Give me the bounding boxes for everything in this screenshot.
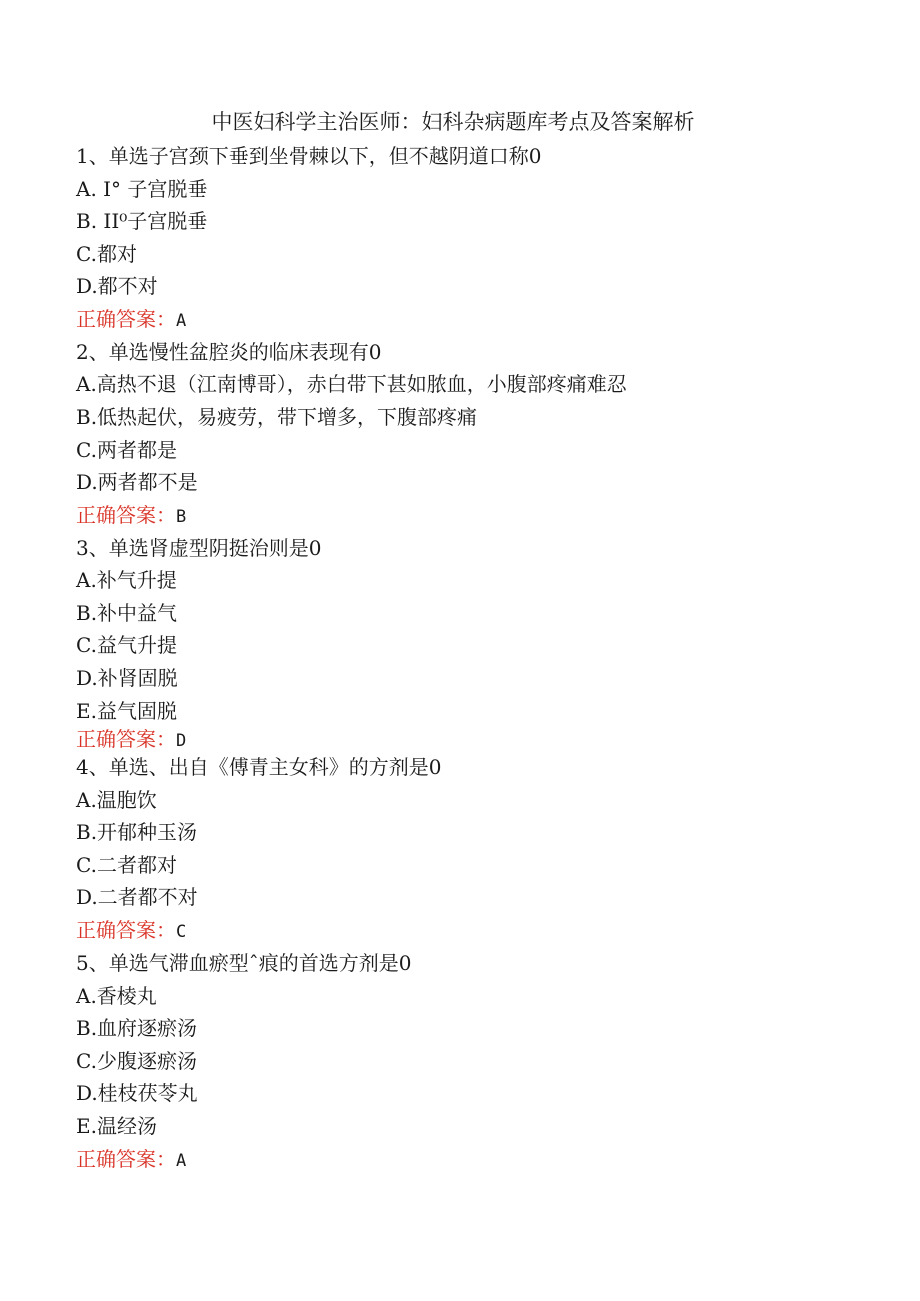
question-stem-2: 2、单选慢性盆腔炎的临床表现有0 bbox=[76, 340, 382, 364]
answer-value: D bbox=[176, 731, 187, 751]
question-1-answer bbox=[76, 305, 186, 335]
question-4-option-c: C.二者都对 bbox=[76, 853, 177, 877]
answer-label: 正确答案： bbox=[76, 503, 176, 527]
question-stem-5: 5、单选气滞血瘀型ˆ痕的首选方剂是0 bbox=[76, 951, 412, 975]
answer-value: B bbox=[176, 507, 187, 527]
question-2-answer bbox=[76, 501, 186, 531]
question-5-option-d: D.桂枝茯苓丸 bbox=[76, 1081, 198, 1105]
question-3-option-c: C.益气升提 bbox=[76, 633, 177, 657]
answer-label: 正确答案： bbox=[76, 727, 176, 751]
question-5-option-e: E.温经汤 bbox=[76, 1114, 157, 1138]
question-5-option-a: A.香棱丸 bbox=[76, 984, 157, 1008]
question-3-option-d: D.补肾固脱 bbox=[76, 666, 178, 690]
answer-value: A bbox=[176, 311, 187, 331]
question-1-option-c: C.都对 bbox=[76, 242, 137, 266]
question-3-option-e: E.益气固脱 bbox=[76, 699, 177, 723]
answer-label: 正确答案： bbox=[76, 1147, 176, 1171]
answer-label: 正确答案： bbox=[76, 918, 176, 942]
question-3-option-b: B.补中益气 bbox=[76, 601, 178, 625]
question-1-option-a: A. I° 子宫脱垂 bbox=[76, 177, 208, 201]
question-4-option-d: D.二者都不对 bbox=[76, 885, 198, 909]
question-3-answer bbox=[76, 725, 186, 755]
question-5-answer bbox=[76, 1145, 186, 1175]
question-1-option-d: D.都不对 bbox=[76, 274, 158, 298]
page-title: 中医妇科学主治医师：妇科杂病题库考点及答案解析 bbox=[211, 110, 695, 134]
question-2-option-d: D.两者都不是 bbox=[76, 470, 198, 494]
answer-value: A bbox=[176, 1151, 187, 1171]
question-3-option-a: A.补气升提 bbox=[76, 568, 177, 592]
question-stem-4: 4、单选、出自《傅青主女科》的方剂是0 bbox=[76, 755, 442, 779]
question-5-option-b: B.血府逐瘀汤 bbox=[76, 1016, 198, 1040]
question-2-option-a: A.高热不退（江南博哥），赤白带下甚如脓血，小腹部疼痛难忍 bbox=[76, 372, 627, 396]
question-stem-1: 1、单选子宫颈下垂到坐骨棘以下，但不越阴道口称0 bbox=[76, 144, 542, 168]
question-4-option-b: B.开郁种玉汤 bbox=[76, 820, 198, 844]
question-4-answer bbox=[76, 916, 186, 946]
question-2-option-b: B.低热起伏，易疲劳，带下增多，下腹部疼痛 bbox=[76, 405, 478, 429]
question-2-option-c: C.两者都是 bbox=[76, 438, 177, 462]
question-4-option-a: A.温胞饮 bbox=[76, 788, 157, 812]
answer-label: 正确答案： bbox=[76, 307, 176, 331]
question-1-option-b: B. II⁰子宫脱垂 bbox=[76, 209, 208, 233]
question-5-option-c: C.少腹逐瘀汤 bbox=[76, 1049, 197, 1073]
question-stem-3: 3、单选肾虚型阴挺治则是0 bbox=[76, 536, 322, 560]
answer-value: C bbox=[176, 922, 187, 942]
